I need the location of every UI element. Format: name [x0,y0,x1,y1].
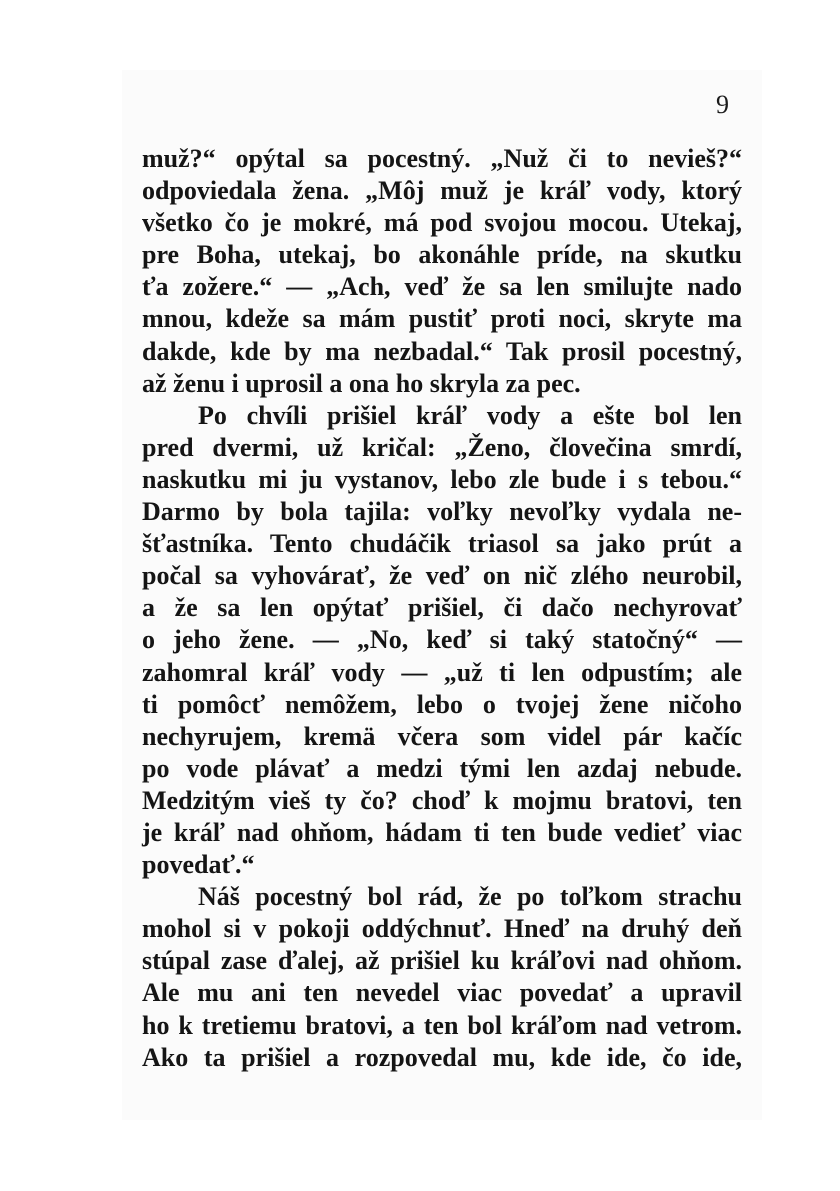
text-line: Ako ta prišiel a rozpovedal mu, kde ide, čo ide, [142,1042,742,1072]
text-line: ti pomôcť nemôžem, lebo o tvojej žene ničoho [142,689,742,719]
text-line: ťa zožere.“ — „Ach, veď že sa len smilujte nado [142,272,742,302]
text-line: Ale mu ani ten nevedel viac povedať a upravil [142,978,742,1008]
text-line: po vode plávať a medzi tými len azdaj nebude. [142,753,742,783]
text-line: šťastníka. Tento chudáčik triasol sa jako prút a [142,529,742,559]
text-line: nechyrujem, kremä včera som videl pár kačíc [142,721,742,751]
text-line: až ženu i uprosil a ona ho skryla za pec. [142,368,581,398]
text-line: Medzitým vieš ty čo? choď k mojmu bratovi, ten [142,785,742,815]
text-line: Po chvíli prišiel kráľ vody a ešte bol len [198,400,742,430]
text-line: pred dvermi, už kričal: „Ženo, človečina smrdí, [142,432,742,462]
page-number: 9 [716,90,729,119]
text-line: je kráľ nad ohňom, hádam ti ten bude vedieť viac [142,817,742,847]
text-line: zahomral kráľ vody — „už ti len odpustím; ale [142,657,742,687]
text-line: odpoviedala žena. „Môj muž je kráľ vody, ktorý [142,176,742,206]
text-line: Náš pocestný bol rád, že po toľkom strachu [198,882,742,912]
text-line: počal sa vyhovárať, že veď on nič zlého neurobil, [142,561,742,591]
text-line: všetko čo je mokré, má pod svojou mocou. Utekaj, [142,208,742,238]
text-line: Darmo by bola tajila: voľky nevoľky vydala ne- [142,497,742,527]
text-line: mnou, kdeže sa mám pustiť proti noci, skryte ma [142,304,742,334]
text-line: stúpal zase ďalej, až prišiel ku kráľovi nad ohňom. [142,946,742,976]
text-line: povedať.“ [142,850,255,880]
text-line: muž?“ opýtal sa pocestný. „Nuž či to nevieš?“ [142,144,742,173]
text-line: naskutku mi ju vystanov, lebo zle bude i s tebou.“ [142,464,742,494]
text-line: ho k tretiemu bratovi, a ten bol kráľom nad vetrom. [142,1010,742,1040]
text-line: mohol si v pokoji oddýchnuť. Hneď na druhý deň [142,914,742,944]
text-line: o jeho žene. — „No, keď si taký statočný“ — [142,625,742,655]
text-line: dakde, kde by ma nezbadal.“ Tak prosil pocestný, [142,336,742,366]
text-line: pre Boha, utekaj, bo akonáhle príde, na skutku [142,240,742,270]
body-text [142,143,742,1074]
text-line: a že sa len opýtať prišiel, či dačo nechyrovať [142,593,742,623]
